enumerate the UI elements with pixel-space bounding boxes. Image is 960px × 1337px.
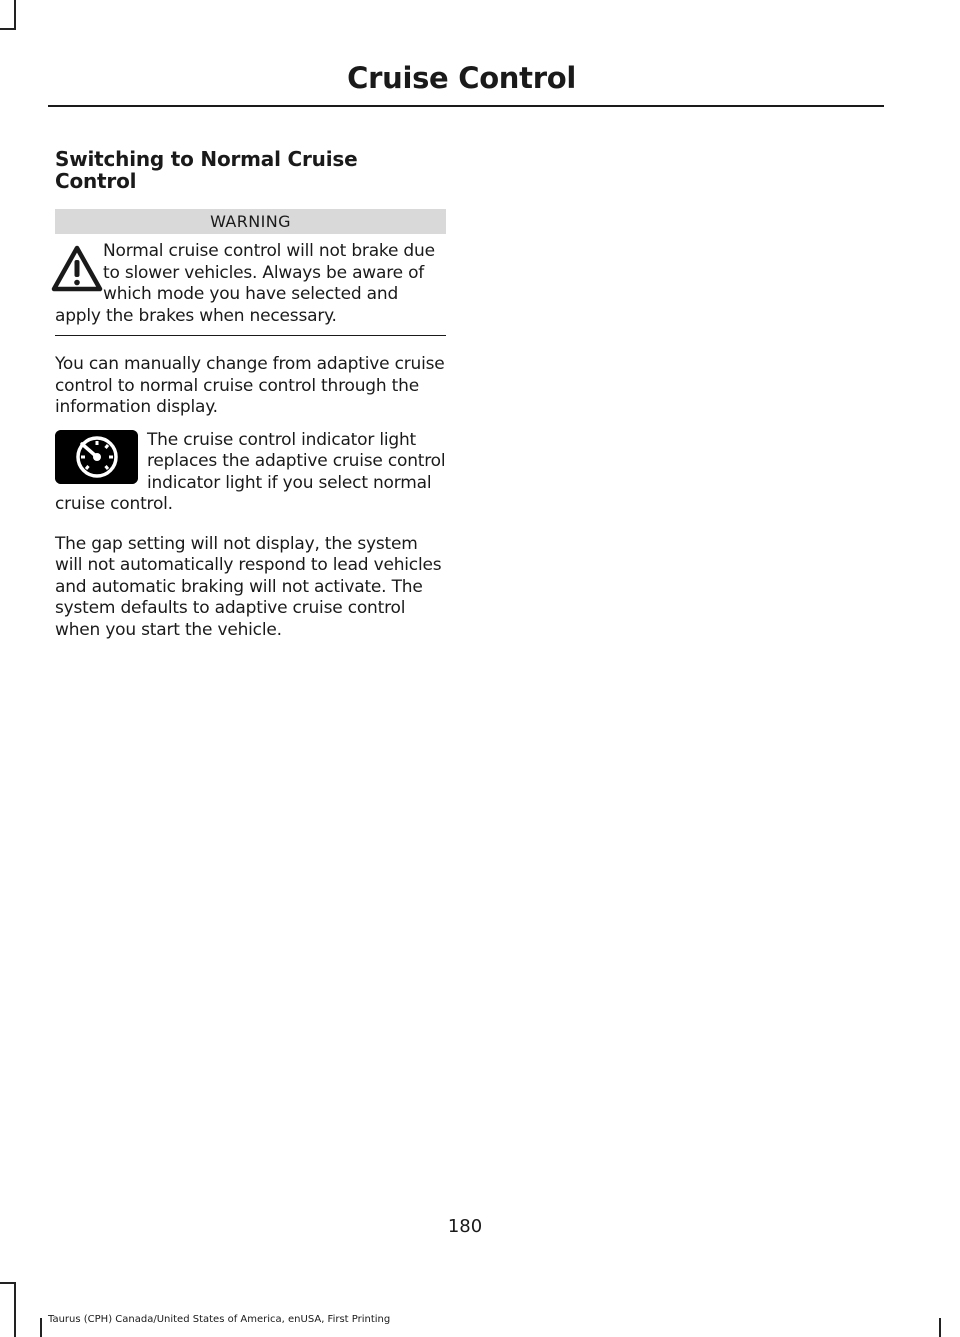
cruise-control-indicator-icon	[55, 430, 138, 484]
header-divider	[48, 105, 884, 107]
section-title-line-2: Control	[55, 169, 137, 193]
warning-text: Normal cruise control will not brake due to slower vehicles. Always be aware of which mode you have selected and apply the brakes when necessary.	[55, 241, 435, 326]
page-header-title: Cruise Control	[347, 61, 576, 95]
section-title	[55, 146, 446, 192]
page-number: 180	[447, 1216, 483, 1237]
indicator-block	[55, 430, 446, 516]
indicator-text: The cruise control indicator light replaces the adaptive cruise control indicator light if you select normal cruise control.	[55, 429, 446, 514]
crop-mark-bottom-left-vertical	[14, 1282, 16, 1337]
warning-triangle-icon	[51, 244, 103, 294]
paragraph-manual-change: You can manually change from adaptive cruise control to normal cruise control through the information display.	[55, 354, 445, 417]
crop-mark-bottom-left-horizontal	[0, 1282, 16, 1284]
warning-label: WARNING	[55, 209, 446, 234]
crop-mark-top-left-horizontal	[0, 28, 16, 30]
content-column	[55, 146, 446, 641]
crop-mark-bottom-mid	[40, 1318, 42, 1337]
crop-mark-top-left-vertical	[14, 0, 16, 30]
warning-box	[55, 241, 446, 336]
section-title-line-1: Switching to Normal Cruise	[55, 147, 358, 171]
paragraph-gap-setting: The gap setting will not display, the system will not automatically respond to lead vehicles and automatic braking will not activate. The system defaults to adaptive cruise control when you start the vehicle.	[55, 533, 442, 640]
crop-mark-bottom-right	[939, 1318, 941, 1337]
footer-text: Taurus (CPH) Canada/United States of America, enUSA, First Printing	[48, 1314, 391, 1325]
